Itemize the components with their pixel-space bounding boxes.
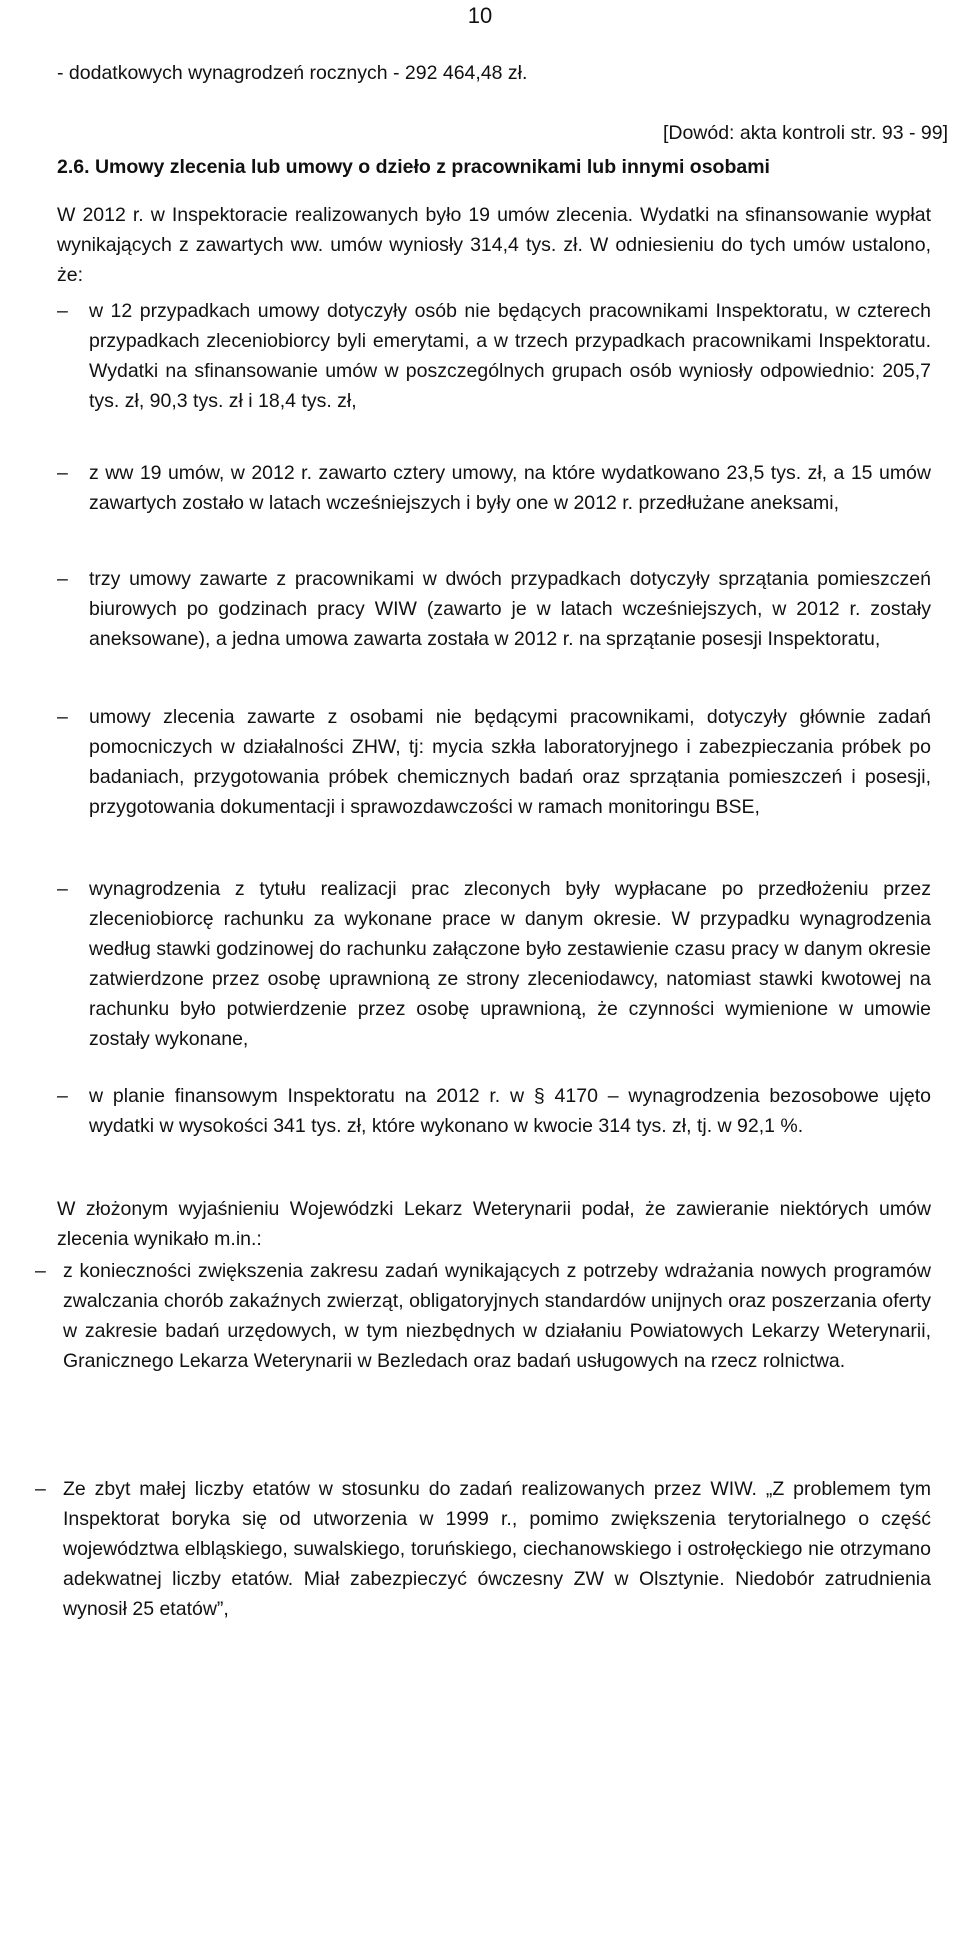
list-item bbox=[57, 458, 931, 518]
dash-marker: – bbox=[57, 568, 68, 590]
list-item-text: wynagrodzenia z tytułu realizacji prac zleconych były wypłacane po przedłożeniu przez zleceniobiorcę rachunku za wykonane prace w danym okresie. W przypadku wynagrodzenia według stawki godzinowej do rachunku załączone było zestawienie czasu pracy w danym okresie zatwierdzone przez osobę uprawnioną ze strony zleceniodawcy, natomiast stawki kwotowej na rachunku było potwierdzenie przez osobę uprawnioną, że czynności wymienione w umowie zostały wykonane, bbox=[89, 878, 931, 1050]
page-number: 10 bbox=[467, 3, 493, 28]
dash-marker: – bbox=[57, 300, 68, 322]
list-item-text: Ze zbyt małej liczby etatów w stosunku do zadań realizowanych przez WIW. „Z problemem tym Inspektorat boryka się od utworzenia w 1999 r., pomimo zwiększenia terytorialnego o część województwa elbląskiego, suwalskiego, toruńskiego, ciechanowskiego i ostrołęckiego nie otrzymano adekwatnej liczby etatów. Miał zabezpieczyć ówczesny ZW w Olsztynie. Niedobór zatrudnienia wynosił 25 etatów”, bbox=[63, 1478, 931, 1620]
dash-marker: – bbox=[57, 878, 68, 900]
dash-marker: – bbox=[35, 1478, 46, 1500]
dash-marker: – bbox=[35, 1260, 46, 1282]
list-item-text: w 12 przypadkach umowy dotyczyły osób nie będących pracownikami Inspektoratu, w czterech przypadkach zleceniobiorcy byli emerytami, a w trzech przypadkach pracownikami Inspektoratu. Wydatki na sfinansowanie umów w poszczególnych grupach osób wyniosły odpowiednio: 205,7 tys. zł, 90,3 tys. zł i 18,4 tys. zł, bbox=[89, 300, 931, 412]
section-heading: 2.6. Umowy zlecenia lub umowy o dzieło z pracownikami lub innymi osobami bbox=[57, 156, 770, 178]
list-item-text: z ww 19 umów, w 2012 r. zawarto cztery umowy, na które wydatkowano 23,5 tys. zł, a 15 umów zawartych zostało w latach wcześniejszych i były one w 2012 r. przedłużane aneksami, bbox=[89, 462, 931, 514]
list-item bbox=[57, 296, 931, 416]
list-item bbox=[57, 874, 931, 1054]
list-item-text: trzy umowy zawarte z pracownikami w dwóch przypadkach dotyczyły sprzątania pomieszczeń biurowych po godzinach pracy WIW (zawarto je w latach wcześniejszych, w 2012 r. zostały aneksowane), a jedna umowa zawarta została w 2012 r. na sprzątanie posesji Inspektoratu, bbox=[89, 568, 931, 650]
list-item bbox=[57, 702, 931, 822]
evidence-reference: [Dowód: akta kontroli str. 93 - 99] bbox=[662, 122, 948, 144]
dash-marker: – bbox=[57, 462, 68, 484]
findings-list bbox=[57, 296, 931, 1050]
list-item bbox=[35, 1256, 931, 1376]
dash-marker: – bbox=[57, 1085, 68, 1107]
explanation-paragraph: W złożonym wyjaśnieniu Wojewódzki Lekarz Weterynarii podał, że zawieranie niektórych umów zlecenia wynikało m.in.: bbox=[57, 1198, 931, 1250]
list-item-text: z konieczności zwiększenia zakresu zadań wynikających z potrzeby wdrażania nowych programów zwalczania chorób zakaźnych zwierząt, obligatoryjnych standardów unijnych oraz poszerzania oferty w zakresie badań urzędowych, w tym niezbędnych w działaniu Powiatowych Lekarzy Weterynarii, Granicznego Lekarza Weterynarii w Bezledach oraz badań usługowych na rzecz rolnictwa. bbox=[63, 1260, 931, 1372]
list-item-text: umowy zlecenia zawarte z osobami nie będącymi pracownikami, dotyczyły głównie zadań pomocniczych w działalności ZHW, tj: mycia szkła laboratoryjnego i zabezpieczania próbek po badaniach, przygotowania próbek chemicznych badań oraz sprzątania pomieszczeń i posesji, przygotowania dokumentacji i sprawozdawczości w ramach monitoringu BSE, bbox=[89, 706, 931, 818]
list-item bbox=[35, 1474, 931, 1624]
dash-marker: – bbox=[57, 706, 68, 728]
list-item bbox=[57, 564, 931, 654]
intro-paragraph: W 2012 r. w Inspektoracie realizowanych było 19 umów zlecenia. Wydatki na sfinansowanie wypłat wynikających z zawartych ww. umów wyniosły 314,4 tys. zł. W odniesieniu do tych umów ustalono, że: bbox=[57, 204, 931, 286]
list-item bbox=[57, 1081, 931, 1141]
bonus-line: - dodatkowych wynagrodzeń rocznych - 292 464,48 zł. bbox=[57, 62, 528, 84]
list-item-text: w planie finansowym Inspektoratu na 2012 r. w § 4170 – wynagrodzenia bezosobowe ujęto wydatki w wysokości 341 tys. zł, które wykonano w kwocie 314 tys. zł, tj. w 92,1 %. bbox=[89, 1085, 931, 1137]
